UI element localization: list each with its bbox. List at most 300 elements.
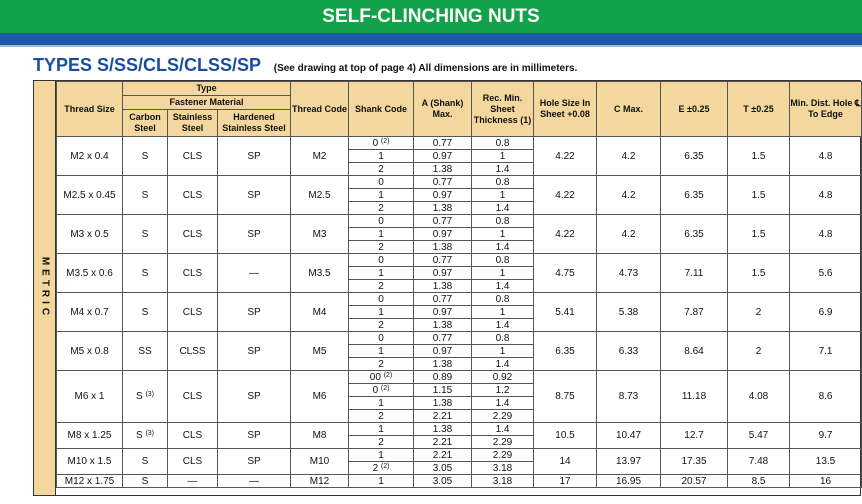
- a-shank-value: 0.77: [432, 254, 453, 266]
- rec-min-value: 0.92: [492, 371, 513, 383]
- shank-code-cell: [349, 176, 414, 189]
- hole-size-cell-value: 10.5: [555, 430, 575, 441]
- rec-min-cell: [472, 462, 534, 475]
- header-e: E ±0.25: [661, 82, 728, 137]
- rec-min-cell: [472, 150, 534, 163]
- rec-min-value: 0.8: [495, 176, 510, 188]
- min-dist-cell-value: 13.5: [815, 456, 836, 467]
- a-shank-cell: [414, 254, 472, 267]
- hole-size-cell-value: 4.22: [555, 189, 575, 201]
- thread-code-cell-value: M3: [312, 228, 327, 240]
- shank-code-value: 1: [378, 150, 384, 162]
- e-cell: [661, 176, 728, 215]
- side-label: METRIC: [39, 256, 50, 320]
- shank-code-value: 0: [378, 176, 384, 188]
- a-shank-cell: [414, 150, 472, 163]
- carbon-steel-cell: [123, 371, 168, 423]
- stainless-steel-cell: [168, 215, 218, 254]
- t-cell: [728, 423, 790, 449]
- rec-min-cell: [472, 202, 534, 215]
- min-dist-cell: [790, 449, 862, 475]
- shank-code-cell: [349, 202, 414, 215]
- shank-code-cell: [349, 189, 414, 202]
- a-shank-cell: [414, 189, 472, 202]
- shank-code-cell: [349, 137, 414, 150]
- stainless-steel-cell: [168, 371, 218, 423]
- shank-code-value: 00: [369, 371, 381, 383]
- shank-code-cell: [349, 280, 414, 293]
- header-fastener-material: Fastener Material: [123, 96, 291, 110]
- t-cell: [728, 475, 790, 488]
- a-shank-value: 1.38: [432, 319, 453, 331]
- min-dist-cell-value: 6.9: [818, 306, 833, 318]
- hole-size-cell-value: 17: [559, 475, 571, 487]
- header-stainless-steel: Stainless Steel: [168, 110, 218, 137]
- rec-min-value: 1: [499, 150, 506, 162]
- carbon-steel-cell: [123, 332, 168, 371]
- thread-code-cell-value: M4: [312, 306, 327, 318]
- rec-min-cell: [472, 384, 534, 397]
- min-dist-cell: [790, 332, 862, 371]
- t-cell: [728, 215, 790, 254]
- thread-size-cell-value: M8 x 1.25: [67, 430, 112, 441]
- a-shank-value: 1.38: [432, 423, 453, 435]
- shank-code-cell: [349, 267, 414, 280]
- side-label-bar: [34, 81, 56, 495]
- t-cell-value: 5.47: [748, 430, 769, 441]
- rec-min-value: 1.2: [495, 384, 510, 396]
- a-shank-cell: [414, 397, 472, 410]
- thread-size-cell-value: M2 x 0.4: [70, 150, 109, 162]
- min-dist-cell: [790, 475, 862, 488]
- rec-min-value: 0.8: [495, 215, 510, 227]
- stainless-steel-cell-value: CLS: [182, 430, 203, 441]
- header-t: T ±0.25: [728, 82, 790, 137]
- banner-stripe-thin: [0, 45, 862, 47]
- e-cell: [661, 215, 728, 254]
- a-shank-cell: [414, 137, 472, 150]
- shank-code-value: 0: [372, 384, 379, 396]
- e-cell: [661, 423, 728, 449]
- table-row: [57, 176, 862, 189]
- shank-code-cell: [349, 410, 414, 423]
- stainless-steel-cell-value: CLS: [182, 150, 203, 162]
- shank-code-value: 2: [372, 462, 379, 474]
- shank-code-cell: [349, 384, 414, 397]
- table-row: [57, 371, 862, 384]
- thread-code-cell: [291, 475, 349, 488]
- a-shank-value: 0.97: [432, 267, 453, 279]
- thread-code-cell: [291, 137, 349, 176]
- a-shank-cell: [414, 462, 472, 475]
- shank-code-value: 0: [378, 293, 384, 305]
- hole-size-cell: [534, 332, 597, 371]
- c-max-cell-value: 16.95: [616, 475, 642, 487]
- c-max-cell: [597, 215, 661, 254]
- shank-code-cell: [349, 241, 414, 254]
- carbon-steel-cell-value: S: [141, 456, 149, 467]
- thread-code-cell-value: M2.5: [308, 189, 331, 201]
- rec-min-cell: [472, 319, 534, 332]
- a-shank-cell: [414, 215, 472, 228]
- hole-size-cell: [534, 176, 597, 215]
- rec-min-cell: [472, 475, 534, 488]
- stainless-steel-cell: [168, 176, 218, 215]
- min-dist-cell-value: 8.6: [818, 391, 833, 402]
- c-max-cell: [597, 293, 661, 332]
- min-dist-cell-value: 5.6: [818, 267, 833, 279]
- section-title: TYPES S/SS/CLS/CLSS/SP: [33, 55, 261, 75]
- rec-min-cell: [472, 358, 534, 371]
- c-max-cell-value: 4.2: [621, 150, 636, 162]
- thread-code-cell-value: M12: [309, 475, 330, 487]
- rec-min-cell: [472, 436, 534, 449]
- c-max-cell-value: 5.38: [618, 306, 639, 318]
- c-max-cell: [597, 475, 661, 488]
- shank-code-cell: [349, 449, 414, 462]
- hole-size-cell: [534, 293, 597, 332]
- stainless-steel-cell: [168, 137, 218, 176]
- a-shank-value: 3.05: [432, 475, 453, 487]
- e-cell: [661, 254, 728, 293]
- hardened-stainless-cell: [218, 475, 291, 488]
- shank-code-value: 2: [378, 241, 384, 253]
- carbon-steel-cell-value: S: [141, 306, 149, 318]
- a-shank-cell: [414, 410, 472, 423]
- a-shank-value: 3.05: [432, 462, 453, 474]
- rec-min-cell: [472, 293, 534, 306]
- footnote-mark: (2): [380, 462, 390, 470]
- rec-min-value: 1: [499, 267, 506, 279]
- carbon-steel-cell-value: S: [135, 430, 143, 441]
- e-cell: [661, 137, 728, 176]
- hardened-stainless-cell: [218, 176, 291, 215]
- rec-min-value: 1: [499, 306, 506, 318]
- a-shank-value: 0.77: [432, 293, 453, 305]
- e-cell-value: 6.35: [684, 228, 704, 240]
- rec-min-cell: [472, 345, 534, 358]
- hole-size-cell-value: 4.22: [555, 228, 575, 240]
- rec-min-cell: [472, 189, 534, 202]
- a-shank-value: 2.21: [432, 436, 453, 448]
- a-shank-value: 1.38: [432, 358, 453, 370]
- a-shank-value: 0.77: [432, 332, 453, 344]
- carbon-steel-cell: [123, 215, 168, 254]
- a-shank-value: 0.97: [432, 189, 453, 201]
- stainless-steel-cell: [168, 475, 218, 488]
- t-cell-value: 1.5: [751, 189, 766, 201]
- shank-code-value: 1: [378, 306, 384, 318]
- shank-code-cell: [349, 293, 414, 306]
- table-row: [57, 254, 862, 267]
- stainless-steel-cell: [168, 293, 218, 332]
- stainless-steel-cell-value: CLSS: [179, 345, 206, 357]
- rec-min-value: 3.18: [492, 475, 513, 487]
- spec-table-frame: [33, 80, 861, 496]
- stainless-steel-cell: [168, 332, 218, 371]
- hardened-stainless-cell: [218, 215, 291, 254]
- e-cell-value: 6.35: [684, 150, 704, 162]
- a-shank-cell: [414, 358, 472, 371]
- hole-size-cell-value: 6.35: [555, 345, 575, 357]
- c-max-cell-value: 4.73: [618, 267, 639, 279]
- c-max-cell-value: 6.33: [618, 345, 639, 357]
- rec-min-cell: [472, 423, 534, 436]
- c-max-cell: [597, 371, 661, 423]
- thread-size-cell: [57, 254, 123, 293]
- a-shank-value: 2.21: [432, 449, 453, 461]
- a-shank-value: 0.97: [432, 306, 453, 318]
- shank-code-cell: [349, 371, 414, 384]
- shank-code-cell: [349, 345, 414, 358]
- thread-code-cell-value: M3.5: [308, 267, 331, 279]
- header-shank-code: Shank Code: [349, 82, 414, 137]
- footnote-mark: (2): [383, 371, 393, 379]
- a-shank-cell: [414, 436, 472, 449]
- stainless-steel-cell-value: CLS: [182, 391, 203, 402]
- carbon-steel-cell-value: S: [141, 150, 149, 162]
- a-shank-value: 1.15: [432, 384, 453, 396]
- thread-code-cell: [291, 215, 349, 254]
- hole-size-cell: [534, 371, 597, 423]
- a-shank-cell: [414, 202, 472, 215]
- t-cell: [728, 371, 790, 423]
- rec-min-cell: [472, 176, 534, 189]
- shank-code-cell: [349, 436, 414, 449]
- hole-size-cell-value: 5.41: [555, 306, 575, 318]
- t-cell-value: 1.5: [751, 267, 766, 279]
- carbon-steel-cell: [123, 176, 168, 215]
- shank-code-value: 2: [378, 436, 384, 448]
- hardened-stainless-cell: [218, 449, 291, 475]
- header-min-dist: Min. Dist. Hole ℄ To Edge: [790, 82, 862, 137]
- rec-min-cell: [472, 215, 534, 228]
- e-cell-value: 20.57: [681, 475, 707, 487]
- min-dist-cell-value: 4.8: [818, 228, 833, 240]
- footnote-mark: (3): [145, 430, 154, 437]
- banner-title: SELF-CLINCHING NUTS: [0, 0, 862, 33]
- rec-min-value: 2.29: [492, 436, 513, 448]
- min-dist-cell-value: 4.8: [818, 189, 833, 201]
- stainless-steel-cell: [168, 449, 218, 475]
- min-dist-cell: [790, 176, 862, 215]
- t-cell: [728, 449, 790, 475]
- a-shank-value: 0.97: [432, 228, 453, 240]
- carbon-steel-cell: [123, 254, 168, 293]
- a-shank-cell: [414, 267, 472, 280]
- footnote-mark: (2): [380, 384, 390, 392]
- shank-code-value: 0: [378, 215, 384, 227]
- t-cell-value: 7.48: [748, 456, 769, 467]
- shank-code-value: 1: [378, 423, 384, 435]
- c-max-cell-value: 8.73: [618, 391, 639, 402]
- header-type: Type: [123, 82, 291, 96]
- carbon-steel-cell: [123, 449, 168, 475]
- a-shank-value: 0.77: [432, 176, 453, 188]
- e-cell-value: 17.35: [681, 456, 707, 467]
- thread-size-cell: [57, 449, 123, 475]
- table-row: [57, 137, 862, 150]
- a-shank-value: 0.97: [432, 345, 453, 357]
- min-dist-cell-value: 4.8: [818, 150, 833, 162]
- shank-code-value: 1: [378, 397, 384, 409]
- t-cell: [728, 293, 790, 332]
- hardened-stainless-cell: [218, 332, 291, 371]
- header-thread-code: Thread Code: [291, 82, 349, 137]
- hardened-stainless-cell-value: SP: [247, 228, 261, 240]
- rec-min-value: 1: [499, 228, 506, 240]
- hole-size-cell-value: 4.22: [555, 150, 575, 162]
- spec-table-body: [57, 137, 862, 488]
- thread-size-cell-value: M5 x 0.8: [70, 345, 109, 357]
- thread-size-cell: [57, 332, 123, 371]
- t-cell-value: 2: [755, 345, 762, 357]
- hole-size-cell-value: 4.75: [555, 267, 575, 279]
- thread-code-cell: [291, 449, 349, 475]
- rec-min-value: 2.29: [492, 449, 513, 461]
- rec-min-value: 1.4: [495, 397, 510, 409]
- rec-min-value: 1.4: [495, 241, 510, 253]
- rec-min-value: 3.18: [492, 462, 513, 474]
- rec-min-value: 1.4: [495, 163, 510, 175]
- stainless-steel-cell-value: CLS: [182, 189, 203, 201]
- e-cell: [661, 371, 728, 423]
- t-cell-value: 8.5: [751, 475, 766, 487]
- carbon-steel-cell-value: S: [135, 391, 143, 402]
- thread-size-cell: [57, 371, 123, 423]
- shank-code-cell: [349, 475, 414, 488]
- rec-min-cell: [472, 163, 534, 176]
- header-c: C Max.: [597, 82, 661, 137]
- e-cell: [661, 332, 728, 371]
- thread-code-cell: [291, 332, 349, 371]
- e-cell-value: 11.18: [681, 391, 707, 402]
- shank-code-value: 2: [378, 358, 384, 370]
- rec-min-cell: [472, 306, 534, 319]
- hardened-stainless-cell-value: SP: [247, 456, 261, 467]
- carbon-steel-cell-value: S: [141, 267, 149, 279]
- e-cell-value: 12.7: [684, 430, 704, 441]
- rec-min-value: 0.8: [495, 332, 510, 344]
- thread-size-cell: [57, 293, 123, 332]
- shank-code-cell: [349, 462, 414, 475]
- rec-min-value: 1.4: [495, 319, 510, 331]
- c-max-cell-value: 10.47: [616, 430, 642, 441]
- a-shank-cell: [414, 228, 472, 241]
- hardened-stainless-cell-value: SP: [247, 189, 261, 201]
- shank-code-cell: [349, 215, 414, 228]
- a-shank-value: 1.38: [432, 163, 453, 175]
- rec-min-cell: [472, 371, 534, 384]
- thread-size-cell: [57, 137, 123, 176]
- t-cell: [728, 137, 790, 176]
- shank-code-value: 0: [378, 254, 384, 266]
- a-shank-value: 0.77: [432, 137, 453, 149]
- carbon-steel-cell-value: SS: [138, 345, 152, 357]
- thread-size-cell-value: M3.5 x 0.6: [66, 267, 113, 279]
- rec-min-value: 1.4: [495, 202, 510, 214]
- carbon-steel-cell: [123, 137, 168, 176]
- shank-code-cell: [349, 306, 414, 319]
- min-dist-cell: [790, 293, 862, 332]
- hole-size-cell: [534, 475, 597, 488]
- rec-min-value: 0.8: [495, 137, 510, 149]
- a-shank-value: 0.89: [432, 371, 453, 383]
- section-note: (See drawing at top of page 4) All dimensions are in millimeters.: [273, 63, 578, 74]
- thread-size-cell: [57, 215, 123, 254]
- rec-min-cell: [472, 254, 534, 267]
- hole-size-cell: [534, 137, 597, 176]
- min-dist-cell: [790, 215, 862, 254]
- carbon-steel-cell: [123, 423, 168, 449]
- shank-code-value: 2: [378, 410, 384, 422]
- c-max-cell: [597, 254, 661, 293]
- thread-code-cell-value: M2: [312, 150, 327, 162]
- header-hardened-stainless: Hardened Stainless Steel: [218, 110, 291, 137]
- header-carbon-steel: Carbon Steel: [123, 110, 168, 137]
- table-row: [57, 423, 862, 436]
- shank-code-cell: [349, 163, 414, 176]
- hardened-stainless-cell-value: —: [249, 475, 259, 487]
- t-cell-value: 1.5: [751, 150, 766, 162]
- hardened-stainless-cell-value: —: [249, 267, 259, 279]
- min-dist-cell-value: 9.7: [818, 430, 833, 441]
- e-cell-value: 7.11: [684, 267, 704, 279]
- footnote-mark: (2): [380, 137, 390, 145]
- c-max-cell-value: 4.2: [621, 189, 636, 201]
- t-cell: [728, 176, 790, 215]
- shank-code-value: 1: [378, 449, 384, 461]
- shank-code-cell: [349, 423, 414, 436]
- hardened-stainless-cell-value: SP: [247, 430, 261, 441]
- shank-code-cell: [349, 332, 414, 345]
- thread-code-cell: [291, 176, 349, 215]
- t-cell-value: 4.08: [748, 391, 769, 402]
- a-shank-cell: [414, 293, 472, 306]
- carbon-steel-cell-value: S: [141, 189, 149, 201]
- a-shank-cell: [414, 475, 472, 488]
- min-dist-cell: [790, 254, 862, 293]
- shank-code-value: 1: [378, 189, 384, 201]
- c-max-cell-value: 13.97: [616, 456, 642, 467]
- a-shank-value: 1.38: [432, 397, 453, 409]
- stainless-steel-cell-value: CLS: [182, 306, 203, 318]
- banner-stripe: [0, 33, 862, 45]
- hardened-stainless-cell: [218, 293, 291, 332]
- e-cell-value: 8.64: [684, 345, 704, 357]
- min-dist-cell-value: 16: [819, 475, 832, 487]
- hardened-stainless-cell: [218, 371, 291, 423]
- a-shank-cell: [414, 241, 472, 254]
- a-shank-cell: [414, 306, 472, 319]
- rec-min-cell: [472, 332, 534, 345]
- shank-code-value: 2: [378, 280, 384, 292]
- hardened-stainless-cell-value: SP: [247, 391, 261, 402]
- t-cell: [728, 332, 790, 371]
- hardened-stainless-cell: [218, 254, 291, 293]
- min-dist-cell: [790, 423, 862, 449]
- t-cell-value: 1.5: [751, 228, 766, 240]
- header-thread-size: Thread Size: [57, 82, 123, 137]
- a-shank-value: 0.77: [432, 215, 453, 227]
- shank-code-cell: [349, 228, 414, 241]
- c-max-cell-value: 4.2: [621, 228, 636, 240]
- rec-min-cell: [472, 137, 534, 150]
- t-cell-value: 2: [755, 306, 762, 318]
- shank-code-value: 2: [378, 319, 384, 331]
- a-shank-cell: [414, 423, 472, 436]
- c-max-cell: [597, 176, 661, 215]
